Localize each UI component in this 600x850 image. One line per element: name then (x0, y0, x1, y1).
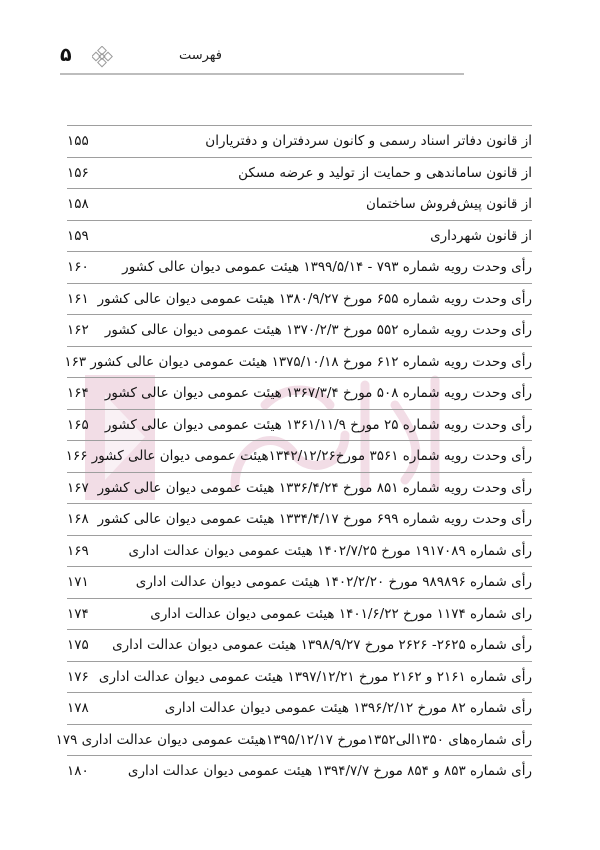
toc-entry-title: رأی وحدت رویه شماره ۸۵۱ مورخ ۱۳۳۶/۴/۲۴ هیئت عمومی دیوان عالی کشور (97, 479, 532, 496)
toc-entry-page: ۱۶۴ (67, 385, 89, 402)
toc-entry-page: ۱۶۷ (67, 479, 89, 496)
toc-entry-title: از قانون ساماندهی و حمایت از تولید و عرضه مسکن (238, 164, 532, 181)
toc-entry-page: ۱۶۲ (67, 322, 89, 339)
toc-entry-page: ۱۶۸ (67, 511, 89, 528)
toc-row[interactable] (67, 661, 532, 693)
toc-entry-title: رای شماره ۱۱۷۴ مورخ ۱۴۰۱/۶/۲۲ هیئت عمومی دیوان عدالت اداری (150, 605, 532, 622)
toc-entry-page: ۱۶۰ (67, 259, 89, 276)
toc-entry-page: ۱۷۵ (67, 637, 89, 654)
toc-entry-page: ۱۸۰ (67, 763, 89, 780)
toc-entry-title: از قانون شهرداری (430, 227, 532, 244)
toc-entry-page: ۱۶۱ (67, 290, 89, 307)
toc-entry-page: ۱۷۹ (55, 731, 78, 748)
toc-entry-page: ۱۷۴ (67, 605, 89, 622)
toc-row[interactable] (67, 283, 532, 315)
toc-row[interactable] (55, 724, 532, 756)
toc-entry-page: ۱۶۳ (64, 353, 87, 370)
toc-entry-title: رأی وحدت رویه شماره ۶۹۹ مورخ ۱۳۳۴/۴/۱۷ هیئت عمومی دیوان عالی کشور (97, 511, 532, 528)
toc-row[interactable] (67, 755, 532, 787)
toc-entry-title: رأی شماره ۸۲ مورخ ۱۳۹۶/۲/۱۲ هیئت عمومی دیوان عدالت اداری (164, 700, 532, 717)
toc-row[interactable] (67, 377, 532, 409)
toc-entry-title: رأی شماره ۱۹۱۷۰۸۹ مورخ ۱۴۰۲/۷/۲۵ هیئت عمومی دیوان عدالت اداری (128, 542, 532, 559)
toc-row[interactable] (67, 409, 532, 441)
toc-entry-title: رأی شماره ۲۱۶۱ و ۲۱۶۲ مورخ ۱۳۹۷/۱۲/۲۱ هیئت عمومی دیوان عدالت اداری (98, 668, 532, 685)
toc-entry-title: رأی وحدت رویه شماره ۳۵۶۱ مورخ۱۳۴۲/۱۲/۲۶هیئت عمومی دیوان عالی کشور (91, 448, 532, 465)
toc-entry-page: ۱۵۵ (67, 133, 89, 150)
page-number: ۵ (60, 44, 72, 66)
toc-entry-page: ۱۶۵ (67, 416, 89, 433)
diamond-knot-ornament-icon (92, 46, 114, 68)
toc-row[interactable] (67, 440, 532, 472)
toc-entry-page: ۱۷۶ (67, 668, 89, 685)
toc-entry-title: رأی وحدت رویه شماره ۶۵۵ مورخ ۱۳۸۰/۹/۲۷ هیئت عمومی دیوان عالی کشور (97, 290, 532, 307)
toc-row[interactable] (67, 220, 532, 252)
toc-row[interactable] (67, 251, 532, 283)
toc-entry-page: ۱۶۹ (67, 542, 89, 559)
header-divider (60, 73, 464, 75)
toc-entry-page: ۱۶۶ (65, 448, 88, 465)
toc-entry-title: رأی شماره‌های ۱۳۵۰الی۱۳۵۲مورخ ۱۳۹۵/۱۲/۱۷هیئت عمومی دیوان عدالت اداری (81, 731, 532, 748)
toc-row[interactable] (64, 346, 532, 378)
toc-row[interactable] (67, 157, 532, 189)
toc-entry-title: رأی شماره ۲۶۲۵- ۲۶۲۶ مورخ ۱۳۹۸/۹/۲۷ هیئت عمومی دیوان عدالت اداری (112, 637, 532, 654)
toc-row[interactable] (67, 598, 532, 630)
header-title: فهرست (178, 48, 222, 63)
toc-entry-title: رأی وحدت رویه شماره ۵۵۲ مورخ ۱۳۷۰/۲/۳ هیئت عمومی دیوان عالی کشور (104, 322, 532, 339)
toc-entry-title: رأی وحدت رویه شماره ۶۱۲ مورخ ۱۳۷۵/۱۰/۱۸ هیئت عمومی دیوان عالی کشور (90, 353, 532, 370)
toc-entry-page: ۱۵۹ (67, 227, 89, 244)
toc-row[interactable] (67, 535, 532, 567)
toc-entry-title: رأی شماره ۹۸۹۸۹۶ مورخ ۱۴۰۲/۲/۲۰ هیئت عمومی دیوان عدالت اداری (135, 574, 532, 591)
toc-entry-title: رأی وحدت رویه شماره ۷۹۳ - ۱۳۹۹/۵/۱۴ هیئت عمومی دیوان عالی کشور (122, 259, 532, 276)
toc-entry-page: ۱۷۱ (67, 574, 89, 591)
toc-entry-title: رأی شماره ۸۵۳ و ۸۵۴ مورخ ۱۳۹۴/۷/۷ هیئت عمومی دیوان عدالت اداری (127, 763, 532, 780)
toc-row[interactable] (67, 503, 532, 535)
toc-entry-page: ۱۵۸ (67, 196, 89, 213)
toc-row[interactable] (67, 692, 532, 724)
toc-row[interactable] (67, 314, 532, 346)
toc-entry-title: رأی وحدت رویه شماره ۵۰۸ مورخ ۱۳۶۷/۳/۴ هیئت عمومی دیوان عالی کشور (104, 385, 532, 402)
toc-entry-title: از قانون دفاتر اسناد رسمی و کانون سردفتران و دفترياران (205, 133, 532, 150)
toc-entry-title: رأی وحدت رویه شماره ۲۵ مورخ ۱۳۶۱/۱۱/۹ هیئت عمومی دیوان عالی کشور (104, 416, 532, 433)
toc-row[interactable] (67, 629, 532, 661)
table-of-contents (55, 125, 532, 787)
toc-row[interactable] (67, 566, 532, 598)
toc-row[interactable] (67, 472, 532, 504)
toc-row[interactable] (67, 125, 532, 157)
toc-entry-title: از قانون پیش‌فروش ساختمان (366, 196, 532, 213)
toc-row[interactable] (67, 188, 532, 220)
toc-entry-page: ۱۵۶ (67, 164, 89, 181)
page-header (60, 44, 464, 72)
toc-entry-page: ۱۷۸ (67, 700, 89, 717)
